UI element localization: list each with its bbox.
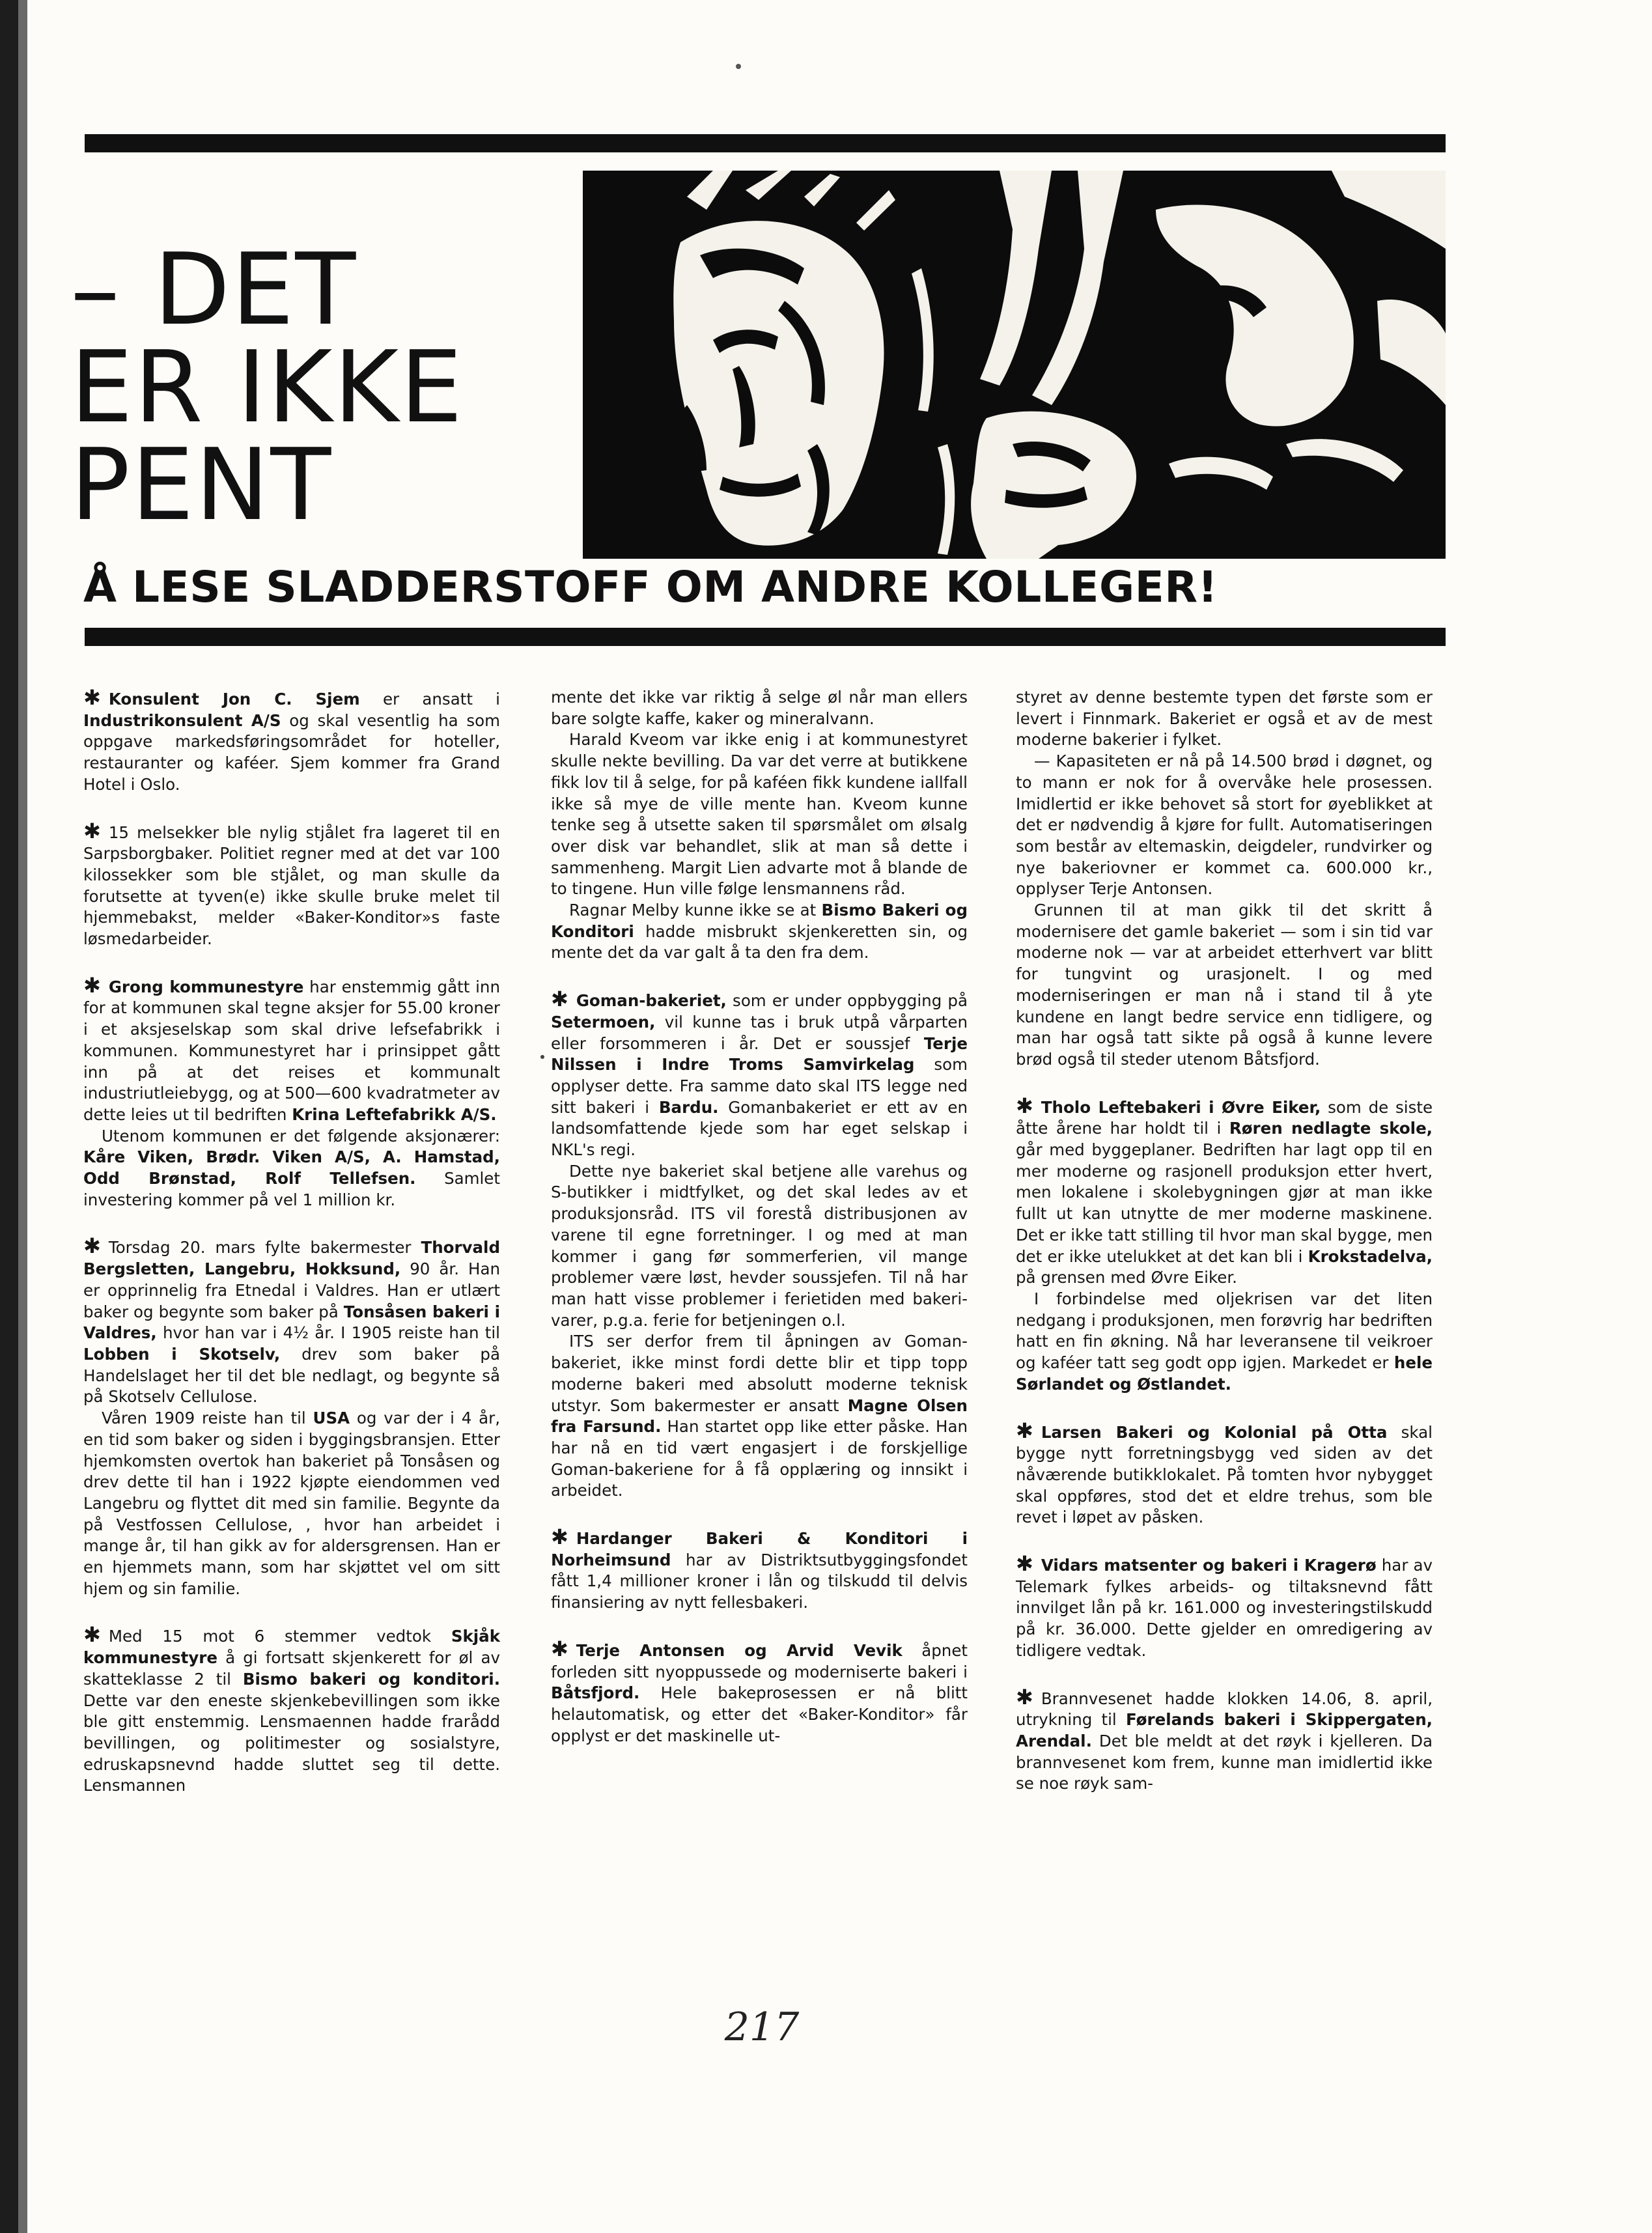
asterisk-bullet-icon: ✱ bbox=[1016, 1684, 1033, 1709]
body-text: Grunnen til at man gikk til det skritt å modernisere det gamle bakeriet — som i sin tid var moderne nok — var at arbeidet etterhvert var blitt for tungvint og urasjonelt. I og med moderniseringen er man nå i stand til å yte kundene en langt bedre service enn tidligere, og man har også tatt sikte på også å kunne levere brød også til steder utenom Båtsfjord. bbox=[1016, 901, 1433, 1069]
face-with-hand-illustration bbox=[583, 171, 1446, 559]
bold-text: Skjåk kommunestyre bbox=[83, 1627, 500, 1668]
headline bbox=[70, 232, 578, 542]
news-item bbox=[1016, 1420, 1433, 1529]
body-text: å gi fortsatt skjenkerett for øl av skatteklasse 2 til bbox=[83, 1648, 500, 1689]
asterisk-bullet-icon: ✱ bbox=[1016, 1418, 1033, 1443]
bold-text: Thorvald Bergsletten, Langebru, Hokksund, bbox=[83, 1238, 500, 1279]
body-text: — Kapasiteten er nå på 14.500 brød i døgnet, og to mann er nok for å overvåke hele prosessen. Imidlertid er ikke behovet så stort for øyeblikket at det er nødvendig å kjøre for fullt. Automatiseringen som består av eltemaskin, deigdeler, rundvirker og nye bakeriovner er kommet ca. 600.000 kr., opplyser Terje Antonsen. bbox=[1016, 751, 1433, 899]
body-text: Hele bakeprosessen er nå blitt helautomatisk, og etter det «Baker-Konditor» får opplyst er det maskinelle ut- bbox=[551, 1683, 968, 1745]
bold-text: Tonsåsen bakeri i Valdres, bbox=[83, 1302, 501, 1343]
body-text: og skal vesentlig ha som oppgave markedsføringsområdet for hoteller, restauranter og kaféer. Sjem kommer fra Grand Hotel i Oslo. bbox=[83, 710, 500, 794]
bold-text: Industrikonsulent A/S bbox=[83, 710, 281, 730]
body-text: styret av denne bestemte typen det første som er levert i Finnmark. Bakeriet er også et av de mest moderne bakerier i fylket. bbox=[1016, 688, 1433, 750]
top-rule bbox=[85, 134, 1446, 152]
news-item bbox=[83, 1235, 500, 1599]
body-text: går med byggeplaner. Bedriften har lagt opp til en mer moderne og rasjonell produksjon etter hvert, men lokalene i skolebygningen gjør at man ikke fullt ut kan utnytte de mer moderne maskinene. Det er ikke tatt stilling til hvor man skal bygge, men det er ikke utelukket at det kan bli i bbox=[1016, 1140, 1433, 1266]
body-text: Det ble meldt at det røyk i kjelleren. Da brannvesenet kom frem, kunne man imidlertid ikke se noe røyk sam- bbox=[1016, 1731, 1433, 1793]
binding-shadow bbox=[18, 0, 27, 2233]
bold-text: Larsen Bakeri og Kolonial på Otta bbox=[1041, 1422, 1388, 1442]
body-text: åpnet forleden sitt nyoppussede og moderniserte bakeri i bbox=[551, 1640, 968, 1681]
bold-text: Kåre Viken, Brødr. Viken A/S, A. Hamstad, Odd Brønstad, Rolf Tellefsen. bbox=[83, 1147, 500, 1188]
asterisk-bullet-icon: ✱ bbox=[1016, 1551, 1033, 1577]
news-paragraph bbox=[83, 1235, 500, 1408]
news-paragraph bbox=[1016, 751, 1433, 900]
body-text: Torsdag 20. mars fylte bakermester bbox=[108, 1238, 421, 1257]
bold-text: Førelands bakeri i Skippergaten, Arendal. bbox=[1016, 1710, 1433, 1750]
body-text: Brannvesenet hadde klokken 14.06, 8. april, utrykning til bbox=[1016, 1689, 1433, 1730]
body-text: skal bygge nytt forretningsbygg ved siden av det nåværende butikklokalet. På tomten hvor nybygget skal oppføres, stod det et eldre trehus, som ble revet i løpet av påsken. bbox=[1016, 1422, 1433, 1527]
print-speck bbox=[736, 64, 741, 69]
news-item bbox=[83, 818, 500, 950]
bold-text: Båtsfjord. bbox=[551, 1683, 640, 1703]
bold-text: Grong kommunestyre bbox=[108, 977, 304, 996]
news-paragraph bbox=[551, 729, 968, 900]
bottom-rule bbox=[85, 628, 1446, 646]
subtitle: Å LESE SLADDERSTOFF OM ANDRE KOLLEGER! bbox=[83, 562, 1218, 612]
asterisk-bullet-icon: ✱ bbox=[551, 1636, 568, 1661]
bold-text: Goman-bakeriet, bbox=[576, 991, 727, 1011]
body-text: Han startet opp like etter påske. Han har nå en tid vært engasjert i de forskjellige Goman-bakeriene for å få opplæring og innsikt i arbeidet. bbox=[551, 1417, 968, 1500]
news-item bbox=[551, 1638, 968, 1747]
body-text: Ragnar Melby kunne ikke se at bbox=[569, 901, 822, 920]
news-paragraph bbox=[551, 1526, 968, 1614]
news-paragraph bbox=[83, 687, 500, 796]
text-column-3 bbox=[1016, 687, 1433, 1795]
text-column-2 bbox=[551, 687, 968, 1747]
news-paragraph bbox=[83, 1624, 500, 1797]
news-item bbox=[83, 972, 500, 1211]
bold-text: Lobben i Skotselv, bbox=[83, 1344, 281, 1364]
bold-text: Røren nedlagte skole, bbox=[1229, 1119, 1433, 1138]
body-text: 15 melsekker ble nylig stjålet fra lageret til en Sarpsborgbaker. Politiet regner med at det var 100 kilossekker som ble stjålet, og man skulle da forutsette at tyven(e) ikke skulle bruke melet til hjemmebakst, melder «Baker-Konditor»s faste løsmedarbeider. bbox=[83, 822, 500, 949]
bold-text: Bardu. bbox=[658, 1097, 719, 1117]
body-text: har av Distriktsutbyggingsfondet fått 1,4 millioner kroner i lån og tilskudd til delvis finansiering av nytt fellesbakeri. bbox=[551, 1550, 968, 1612]
news-paragraph bbox=[83, 972, 500, 1126]
news-paragraph bbox=[551, 1638, 968, 1747]
news-paragraph bbox=[1016, 1095, 1433, 1289]
news-paragraph bbox=[1016, 687, 1433, 751]
asterisk-bullet-icon: ✱ bbox=[83, 1622, 101, 1648]
bold-text: Bismo bakeri og konditori. bbox=[242, 1669, 500, 1689]
news-item bbox=[83, 687, 500, 796]
asterisk-bullet-icon: ✱ bbox=[551, 987, 568, 1012]
bold-text: USA bbox=[313, 1409, 350, 1428]
bold-text: Vidars matsenter og bakeri i Kragerø bbox=[1041, 1556, 1377, 1575]
body-text: som de siste åtte årene har holdt til i bbox=[1016, 1097, 1433, 1138]
body-text: har av Telemark fylkes arbeids- og tiltaksnevnd fått innvilget lån på kr. 161.000 og investeringstilskudd på kr. 36.000. Dette gjelder en omredigering av tidligere vedtak. bbox=[1016, 1556, 1433, 1660]
bold-text: hele Sørlandet og Østlandet. bbox=[1016, 1353, 1433, 1394]
news-paragraph bbox=[551, 687, 968, 729]
body-text: drev som baker på Handelslaget her til det ble nedlagt, og begynte så på Skotselv Cellulose. bbox=[83, 1344, 500, 1407]
bold-text: Terje Antonsen og Arvid Vevik bbox=[576, 1640, 903, 1660]
body-text: 90 år. Han er opprinnelig fra Etnedal i Valdres. Han er utlært baker og begynte som baker på bbox=[83, 1259, 500, 1321]
body-text: vil kunne tas i bruk utpå vårparten eller forsommeren i år. Det er soussjef bbox=[551, 1012, 968, 1053]
news-paragraph bbox=[83, 1408, 500, 1599]
news-item bbox=[551, 687, 968, 964]
asterisk-bullet-icon: ✱ bbox=[83, 818, 101, 843]
body-text: som er under oppbygging på bbox=[726, 991, 968, 1011]
news-paragraph bbox=[551, 1331, 968, 1502]
news-paragraph bbox=[551, 900, 968, 964]
body-text: og var der i 4 år, en tid som baker og siden i byggingsbransjen. Etter hjemkomsten overtok han bakeriet på Tonsåsen og drev dette til han i 1922 kjøpte eiendommen ved Langebru og flyttet dit med sin familie. Begynte da på Vestfossen Cellulose, , hvor han arbeidet i mange år, til han gikk av for aldersgrensen. Han er en hjemmets mann, som har skjøttet vel om sitt hjem og sin familie. bbox=[83, 1409, 500, 1598]
bold-text: Hardanger Bakeri & Konditori i Norheimsund bbox=[551, 1529, 968, 1569]
news-paragraph bbox=[1016, 1420, 1433, 1529]
bold-text: Tholo Leftebakeri i Øvre Eiker, bbox=[1041, 1097, 1321, 1117]
asterisk-bullet-icon: ✱ bbox=[83, 1233, 101, 1259]
body-text: har enstemmig gått inn for at kommunen skal tegne aksjer for 55.00 kroner i et aksjeselskap som skal drive lefsefabrikk i kommunen. Kommunestyret har i prinsippet gått inn på at det reises et kommunalt industriutleiebygg, og at 500—600 kvadratmeter av dette leies ut til bedriften bbox=[83, 977, 500, 1124]
body-text: Dette nye bakeriet skal betjene alle varehus og S-butikker i midtfylket, og det skal ledes av et produksjonsråd. ITS vil forestå distribusjonen av varene til egne forretninger. I og med at man kommer i gang før sommerferien, vil mange problemer være løst, hevder soussjefen. Til nå har man hatt visse problemer i ferietiden med bakeri-varer, p.g.a. ferie for betjeningen o.l. bbox=[551, 1161, 968, 1330]
news-paragraph bbox=[83, 818, 500, 950]
news-item bbox=[1016, 1684, 1433, 1795]
news-item bbox=[1016, 1553, 1433, 1662]
news-paragraph bbox=[1016, 1684, 1433, 1795]
body-text: Samlet investering kommer på vel 1 million kr. bbox=[83, 1169, 500, 1209]
news-paragraph bbox=[83, 1126, 500, 1211]
asterisk-bullet-icon: ✱ bbox=[83, 972, 101, 998]
bold-text: Konsulent Jon C. Sjem bbox=[108, 690, 360, 709]
bold-text: Krina Leftefabrikk A/S. bbox=[292, 1104, 497, 1124]
news-item bbox=[551, 989, 968, 1502]
print-speck bbox=[540, 1055, 544, 1059]
headline-line-1: – DET bbox=[70, 232, 357, 347]
headline-line-3: PENT bbox=[70, 427, 333, 542]
body-text: som opplyser dette. Fra samme dato skal ITS legge ned sitt bakeri i bbox=[551, 1055, 968, 1117]
body-text: Våren 1909 reiste han til bbox=[102, 1409, 313, 1428]
bold-text: Magne Olsen fra Farsund. bbox=[551, 1396, 968, 1437]
body-text: Dette var den eneste skjenkebevillingen som ikke ble gitt enstemmig. Lensmaennen hadde frarådd bevillingen, og politimester og sosialstyre, edruskapsnevnd hadde sluttet seg til dette. Lensmannen bbox=[83, 1691, 500, 1795]
body-text: Med 15 mot 6 stemmer vedtok bbox=[108, 1627, 451, 1646]
page-number: 217 bbox=[724, 2004, 800, 2050]
news-item bbox=[1016, 687, 1433, 1071]
news-item bbox=[83, 1624, 500, 1797]
news-paragraph bbox=[551, 989, 968, 1161]
body-text: Utenom kommunen er det følgende aksjonærer: bbox=[102, 1126, 500, 1145]
news-paragraph bbox=[1016, 1289, 1433, 1396]
body-text: mente det ikke var riktig å selge øl når man ellers bare solgte kaffe, kaker og mineralvann. bbox=[551, 688, 968, 728]
bold-text: Bismo Bakeri og Konditori bbox=[551, 901, 968, 941]
bold-text: Terje Nilssen i Indre Troms Samvirkelag bbox=[551, 1033, 968, 1074]
news-item bbox=[551, 1526, 968, 1614]
body-text: I forbindelse med oljekrisen var det liten nedgang i produksjonen, men forøvrig har bedriften hatt en fin økning. Nå har leveransene til veikroer og kaféer tatt seg godt opp igjen. Markedet er bbox=[1016, 1289, 1433, 1373]
body-text: Gomanbakeriet er ett av en landsomfattende kjede som har eget selskap i NKL's regi. bbox=[551, 1097, 968, 1160]
headline-line-2: ER IKKE bbox=[70, 330, 464, 445]
body-text: Harald Kveom var ikke enig i at kommunestyret skulle nekte bevilling. Da var det verre at butikkene fikk lov til å selge, for på kaféen fikk kundene iallfall ikke så mye de ville mente han. Kveom kunne tenke seg å utsette saken til spørsmålet om ølsalg over disk var behandlet, slik at man så dette i sammenheng. Margit Lien advarte mot å blande de to tingene. Hun ville følge lensmannens råd. bbox=[551, 730, 968, 899]
body-text: hvor han var i 4½ år. I 1905 reiste han til bbox=[156, 1323, 500, 1343]
asterisk-bullet-icon: ✱ bbox=[551, 1524, 568, 1550]
asterisk-bullet-icon: ✱ bbox=[83, 685, 101, 710]
asterisk-bullet-icon: ✱ bbox=[1016, 1093, 1033, 1118]
news-paragraph bbox=[551, 1161, 968, 1332]
news-paragraph bbox=[1016, 1553, 1433, 1662]
news-paragraph bbox=[1016, 900, 1433, 1071]
body-text: ITS ser derfor frem til åpningen av Goman-bakeriet, ikke minst fordi dette blir et tipp topp moderne bakeri med absolutt moderne teknisk utstyr. Som bakermester er ansatt bbox=[551, 1332, 968, 1415]
bold-text: Setermoen, bbox=[551, 1012, 656, 1032]
bold-text: Krokstadelva, bbox=[1308, 1246, 1433, 1266]
body-text: hadde misbrukt skjenkeretten sin, og mente det da var galt å ta den fra dem. bbox=[551, 921, 968, 962]
news-item bbox=[1016, 1095, 1433, 1396]
body-text: på grensen med Øvre Eiker. bbox=[1016, 1268, 1237, 1287]
text-column-1 bbox=[83, 687, 500, 1797]
binding-edge bbox=[0, 0, 18, 2233]
body-text: er ansatt i bbox=[359, 690, 500, 709]
